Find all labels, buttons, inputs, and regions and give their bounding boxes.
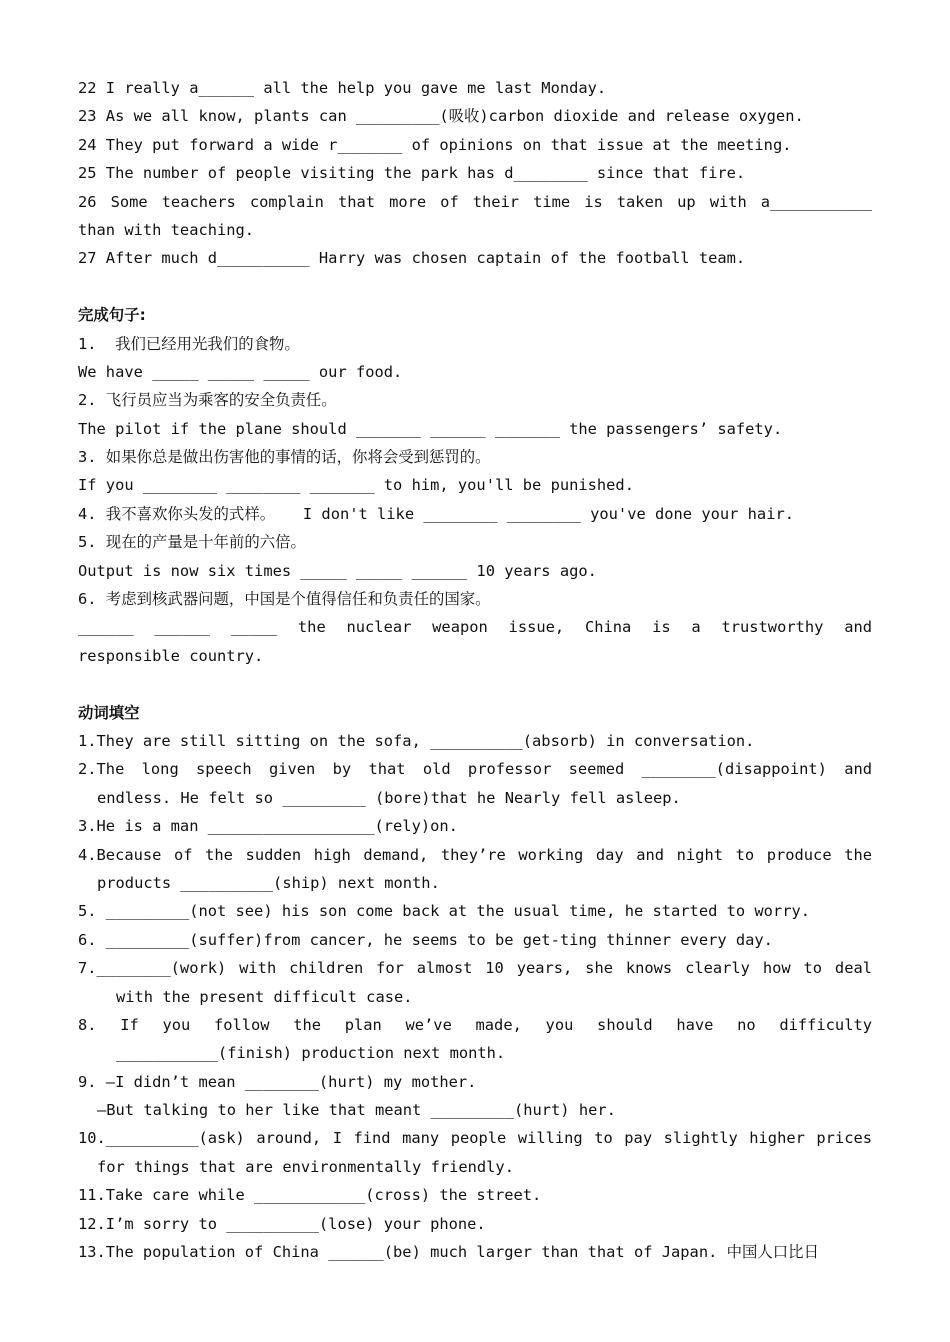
sentence-3-cn: 3. 如果你总是做出伤害他的事情的话，你将会受到惩罚的。 (78, 448, 491, 467)
verb-item-7-cont: with the present difficult case. (116, 987, 413, 1006)
spacer (78, 670, 872, 698)
verb-item-1: 1.They are still sitting on the sofa, __________(absorb) in conversation. (78, 731, 755, 750)
verb-fill-section (78, 699, 872, 1267)
sentence-4: 4. 我不喜欢你头发的式样。 I don't like ________ ________ you've done your hair. (78, 504, 794, 523)
complete-sentences-section (78, 301, 872, 670)
verb-item-8: 8. If you follow the plan we’ve made, you should have no difficulty (78, 1015, 872, 1034)
verb-item-12: 12.I’m sorry to __________(lose) your phone. (78, 1214, 486, 1233)
sentence-6-cn: 6. 考虑到核武器问题，中国是个值得信任和负责任的国家。 (78, 590, 491, 609)
vocab-item-26: 26 Some teachers complain that more of their time is taken up with a___________ (78, 192, 872, 211)
verb-item-2: 2.The long speech given by that old professor seemed ________(disappoint) and (78, 760, 872, 779)
section-title-verb-fill: 动词填空 (78, 703, 140, 722)
sentence-3-en: If you ________ ________ _______ to him, you'll be punished. (78, 476, 634, 495)
verb-item-2-cont: endless. He felt so _________ (bore)that he Nearly fell asleep. (97, 788, 681, 807)
vocab-item-27: 27 After much d__________ Harry was chosen captain of the football team. (78, 249, 746, 268)
sentence-6-en-cont: responsible country. (78, 646, 264, 665)
verb-item-7: 7.________(work) with children for almost 10 years, she knows clearly how to deal (78, 959, 872, 978)
verb-item-13: 13.The population of China ______(be) much larger than that of Japan. 中国人口比日 (78, 1243, 819, 1262)
sentence-6-en: ______ ______ _____ the nuclear weapon issue, China is a trustworthy and (78, 618, 872, 637)
vocab-item-23: 23 As we all know, plants can _________(吸收)carbon dioxide and release oxygen. (78, 107, 804, 126)
verb-item-4: 4.Because of the sudden high demand, they’re working day and night to produce the (78, 845, 872, 864)
verb-item-10: 10.__________(ask) around, I find many people willing to pay slightly higher prices (78, 1129, 872, 1148)
vocab-fill-section (78, 74, 872, 273)
sentence-1-cn: 1. 我们已经用光我们的食物。 (78, 334, 300, 353)
sentence-2-cn: 2. 飞行员应当为乘客的安全负责任。 (78, 391, 337, 410)
verb-item-3: 3.He is a man __________________(rely)on. (78, 817, 458, 836)
verb-item-9: 9. —I didn’t mean ________(hurt) my mother. (78, 1072, 477, 1091)
verb-item-5: 5. _________(not see) his son come back at the usual time, he started to worry. (78, 902, 811, 921)
vocab-item-26-cont: than with teaching. (78, 220, 255, 239)
sentence-5-cn: 5. 现在的产量是十年前的六倍。 (78, 533, 306, 552)
verb-item-9-cont: —But talking to her like that meant _________(hurt) her. (97, 1101, 616, 1120)
vocab-item-22: 22 I really a______ all the help you gave me last Monday. (78, 79, 607, 97)
section-title-complete-sentences: 完成句子: (78, 306, 146, 325)
verb-item-8-cont: ___________(finish) production next month. (116, 1044, 506, 1063)
verb-item-10-cont: for things that are environmentally friendly. (97, 1157, 514, 1176)
sentence-5-en: Output is now six times _____ _____ ______ 10 years ago. (78, 561, 597, 580)
sentence-1-en: We have _____ _____ _____ our food. (78, 362, 403, 381)
vocab-item-24: 24 They put forward a wide r_______ of opinions on that issue at the meeting. (78, 135, 792, 154)
verb-item-11: 11.Take care while ____________(cross) the street. (78, 1186, 542, 1205)
sentence-2-en: The pilot if the plane should _______ ______ _______ the passengers’ safety. (78, 419, 783, 438)
verb-item-6: 6. _________(suffer)from cancer, he seems to be get-ting thinner every day. (78, 930, 773, 949)
verb-item-4-cont: products __________(ship) next month. (97, 873, 440, 892)
worksheet-page (78, 74, 872, 1266)
vocab-item-25: 25 The number of people visiting the park has d________ since that fire. (78, 164, 746, 183)
spacer (78, 273, 872, 301)
